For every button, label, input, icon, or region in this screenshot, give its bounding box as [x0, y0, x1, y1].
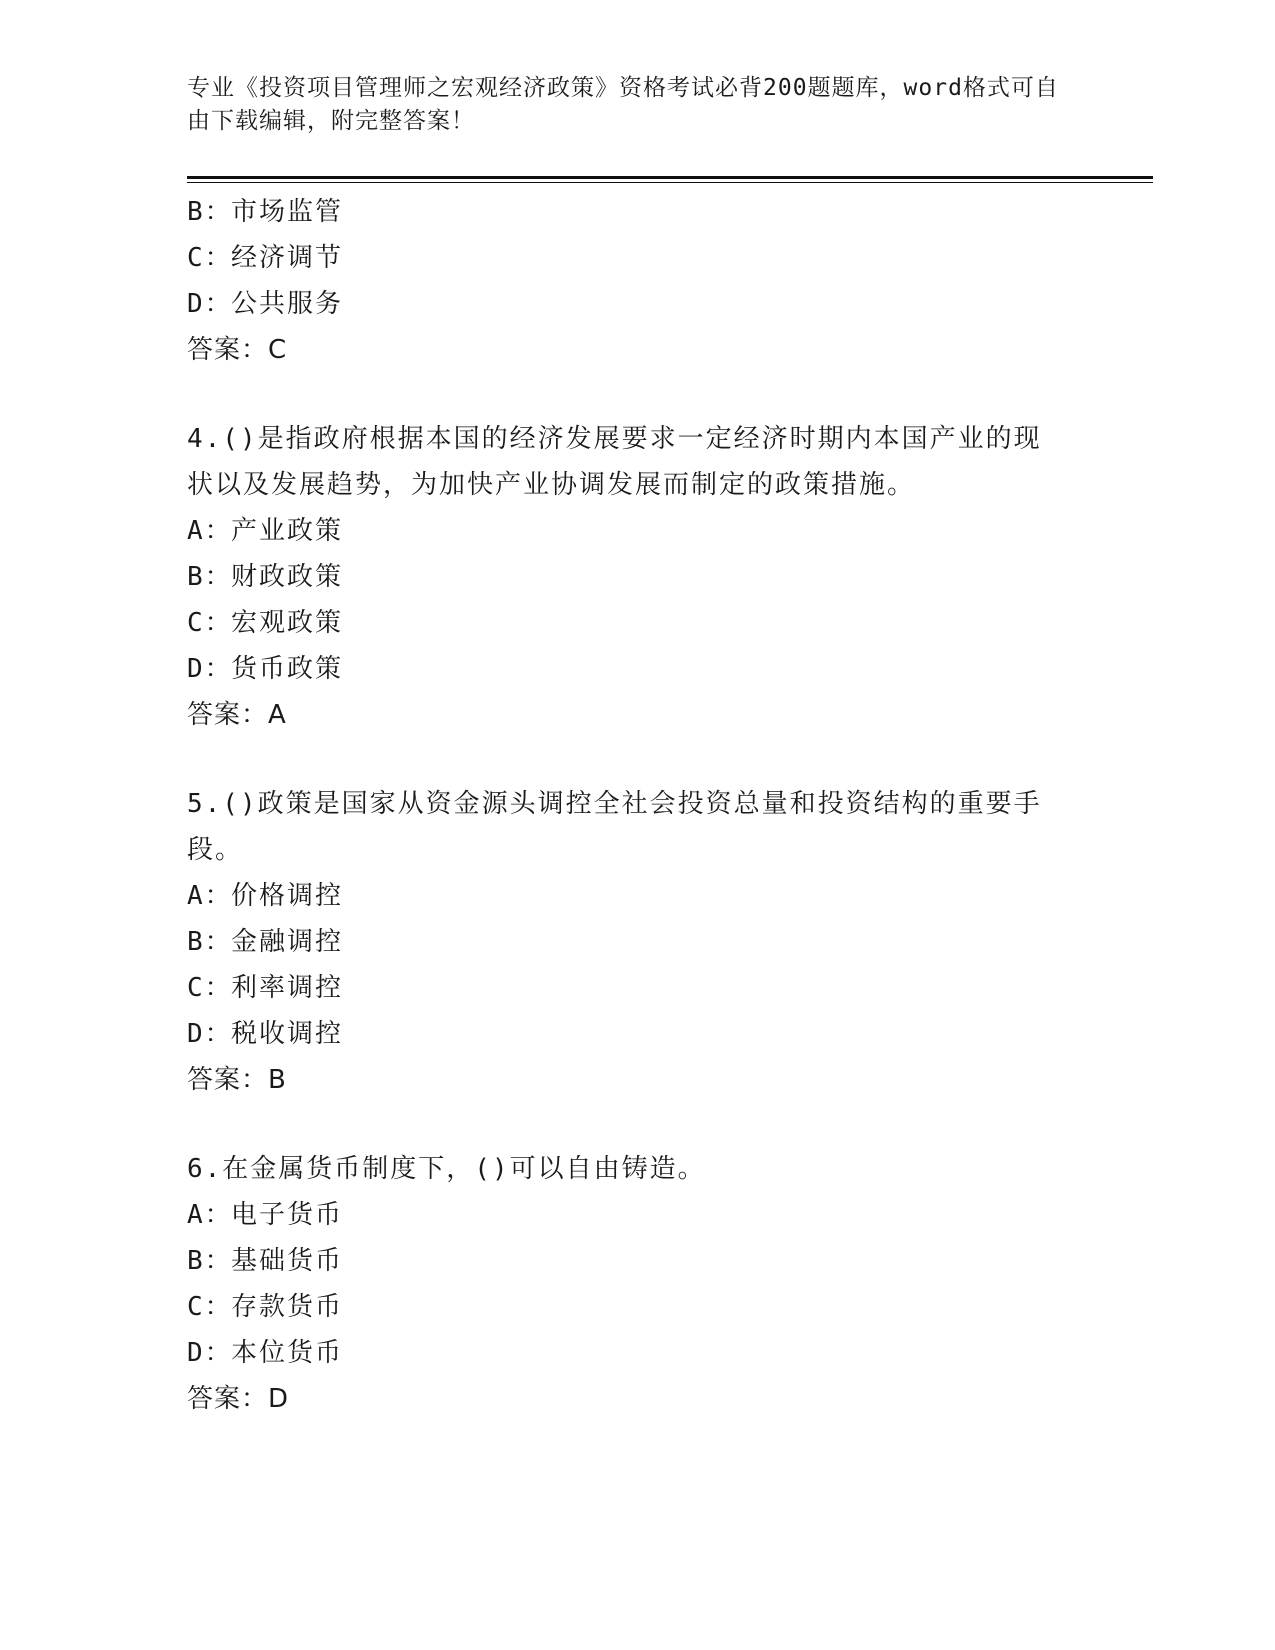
option-letter: B： [187, 562, 233, 592]
answer-line: 答案：C [187, 335, 288, 365]
option-text: 金融调控 [231, 927, 344, 957]
option-text: 电子货币 [231, 1200, 344, 1230]
question-text: 5.()政策是国家从资金源头调控全社会投资总量和投资结构的重要手段。 [187, 789, 1042, 865]
option-text: 货币政策 [231, 654, 344, 684]
answer-line: 答案：B [187, 1065, 287, 1095]
option-c [187, 1284, 1087, 1330]
header-divider-thin [187, 182, 1153, 183]
option-b [187, 189, 1087, 235]
option-a [187, 508, 1087, 554]
option-text: 宏观政策 [231, 608, 344, 638]
option-text: 价格调控 [231, 881, 344, 911]
option-letter: A： [187, 881, 233, 911]
question-gap [187, 738, 1087, 781]
option-text: 公共服务 [231, 289, 344, 319]
option-a [187, 1192, 1087, 1238]
option-text: 基础货币 [231, 1246, 344, 1276]
option-b [187, 919, 1087, 965]
option-c [187, 965, 1087, 1011]
option-d [187, 646, 1087, 692]
option-b [187, 554, 1087, 600]
option-text: 市场监管 [231, 197, 344, 227]
answer-line: 答案：D [187, 1384, 290, 1414]
option-text: 经济调节 [231, 243, 344, 273]
option-text: 税收调控 [231, 1019, 344, 1049]
question-block-3 [187, 189, 1087, 373]
option-d [187, 1330, 1087, 1376]
page-header: 专业《投资项目管理师之宏观经济政策》资格考试必背200题题库，word格式可自由下载编辑，附完整答案！ [187, 75, 1059, 134]
header-divider-thick [187, 176, 1153, 179]
option-letter: C： [187, 1292, 233, 1322]
option-letter: C： [187, 243, 233, 273]
option-b [187, 1238, 1087, 1284]
option-letter: B： [187, 927, 233, 957]
answer-line: 答案：A [187, 700, 287, 730]
option-d [187, 281, 1087, 327]
question-text: 6.在金属货币制度下，()可以自由铸造。 [187, 1154, 706, 1184]
option-a [187, 873, 1087, 919]
option-text: 本位货币 [231, 1338, 344, 1368]
option-letter: D： [187, 289, 233, 319]
question-list [187, 189, 1087, 1422]
option-c [187, 600, 1087, 646]
question-block-5 [187, 781, 1087, 1103]
option-letter: D： [187, 1338, 233, 1368]
question-text: 4.()是指政府根据本国的经济发展要求一定经济时期内本国产业的现状以及发展趋势，为加快产业协调发展而制定的政策措施。 [187, 424, 1042, 500]
option-text: 利率调控 [231, 973, 344, 1003]
question-block-6 [187, 1146, 1087, 1422]
option-letter: C： [187, 608, 233, 638]
option-letter: C： [187, 973, 233, 1003]
option-letter: B： [187, 1246, 233, 1276]
question-block-4 [187, 416, 1087, 738]
question-gap [187, 373, 1087, 416]
question-gap [187, 1103, 1087, 1146]
option-c [187, 235, 1087, 281]
option-text: 产业政策 [231, 516, 344, 546]
option-letter: A： [187, 1200, 233, 1230]
option-letter: D： [187, 654, 233, 684]
option-letter: B： [187, 197, 233, 227]
option-text: 存款货币 [231, 1292, 344, 1322]
option-text: 财政政策 [231, 562, 344, 592]
option-letter: D： [187, 1019, 233, 1049]
option-letter: A： [187, 516, 233, 546]
option-d [187, 1011, 1087, 1057]
